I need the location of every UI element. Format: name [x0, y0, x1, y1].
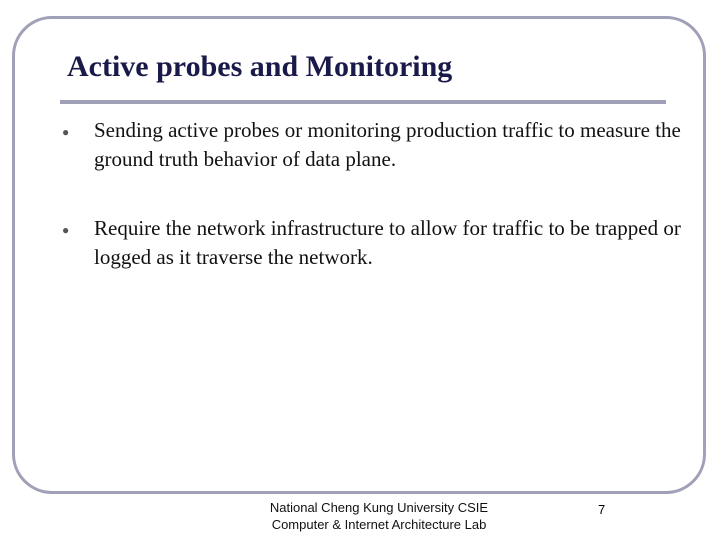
bullet-text: Require the network infrastructure to allow for traffic to be trapped or logged as it traverse the network. — [94, 216, 681, 269]
title-divider — [60, 100, 666, 104]
bullet-icon: ● — [62, 223, 70, 237]
bullet-icon: ● — [62, 125, 70, 139]
footer-line: Computer & Internet Architecture Lab — [271, 517, 487, 532]
footer-line: National Cheng Kung University CSIE — [269, 500, 489, 515]
footer — [240, 499, 518, 533]
slide-title: Active probes and Monitoring — [67, 50, 453, 83]
bullet-text: Sending active probes or monitoring production traffic to measure the ground truth behavior of data plane. — [94, 118, 681, 171]
page-number: 7 — [598, 502, 606, 517]
